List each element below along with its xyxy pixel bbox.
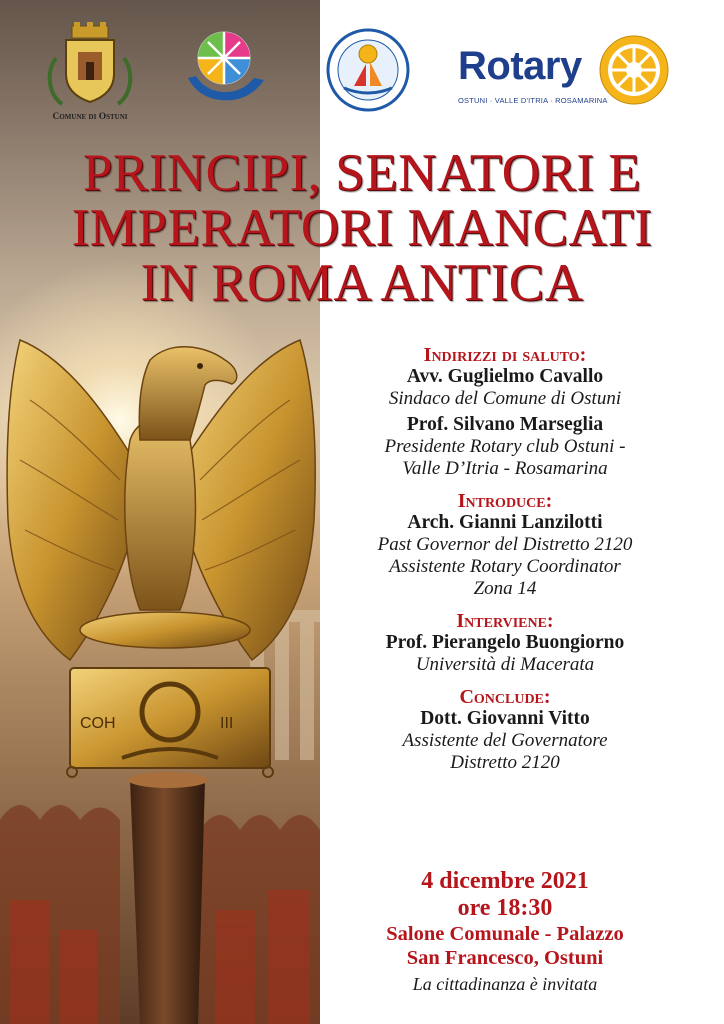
- conclude-role-line-1: Assistente del Governatore: [402, 730, 608, 751]
- standard-plaque-left-text: COH: [80, 715, 116, 732]
- title-line-2: IMPERATORI MANCATI: [71, 199, 653, 257]
- greetings-speaker-1-role: Sindaco del Comune di Ostuni: [388, 388, 622, 409]
- poster-title: [30, 146, 694, 311]
- event-details: [330, 868, 680, 996]
- introduce-heading: Introduce:: [457, 490, 553, 512]
- event-invitation-note: La cittadinanza è invitata: [412, 974, 598, 994]
- comune-di-ostuni-logo: [42, 22, 138, 130]
- rotary-foundation-globe-logo: [182, 28, 268, 108]
- introduce-role-line-2: Assistente Rotary Coordinator: [389, 556, 621, 577]
- greetings-speaker-2-role-line-2: Valle D’Itria - Rosamarina: [402, 458, 608, 479]
- conclude-speaker-name: Dott. Giovanni Vitto: [420, 708, 590, 729]
- rotary-wordmark: Rotary: [458, 44, 582, 88]
- program-schedule: [330, 344, 680, 774]
- conclude-heading: Conclude:: [459, 686, 551, 708]
- sailboat-rotary-badge-icon: [326, 28, 410, 112]
- rotary-club-logo: [456, 30, 686, 110]
- interviene-heading: Interviene:: [456, 610, 554, 632]
- event-venue-line-2: San Francesco, Ostuni: [406, 947, 604, 969]
- greetings-speaker-1-name: Avv. Guglielmo Cavallo: [406, 366, 604, 387]
- title-line-3: IN ROMA ANTICA: [140, 254, 584, 312]
- greetings-speaker-2-name: Prof. Silvano Marseglia: [406, 414, 604, 435]
- event-venue-line-1: Salone Comunale - Palazzo: [386, 923, 624, 945]
- conclude-role-line-2: Distretto 2120: [450, 752, 560, 773]
- standard-plaque-right-text: III: [220, 715, 234, 732]
- title-line-1: PRINCIPI, SENATORI E: [82, 144, 642, 202]
- interviene-role: Università di Macerata: [415, 654, 595, 675]
- greetings-heading: Indirizzi di saluto:: [423, 344, 587, 366]
- event-time: ore 18:30: [457, 895, 553, 921]
- greetings-speaker-2-role-line-1: Presidente Rotary club Ostuni -: [384, 436, 626, 457]
- coat-of-arms-icon: [42, 22, 138, 110]
- rotary-club-subtitle: OSTUNI · VALLE D'ITRIA · ROSAMARINA: [458, 96, 608, 105]
- club-rotary-badge-logo: [326, 28, 410, 112]
- introduce-role-line-3: Zona 14: [473, 578, 537, 599]
- introduce-role-line-1: Past Governor del Distretto 2120: [377, 534, 633, 555]
- event-date: 4 dicembre 2021: [421, 868, 589, 894]
- interviene-speaker-name: Prof. Pierangelo Buongiorno: [385, 632, 625, 653]
- introduce-speaker-name: Arch. Gianni Lanzilotti: [407, 512, 603, 533]
- globe-in-hand-icon: [182, 28, 268, 108]
- comune-logo-caption: Comune di Ostuni: [52, 112, 128, 122]
